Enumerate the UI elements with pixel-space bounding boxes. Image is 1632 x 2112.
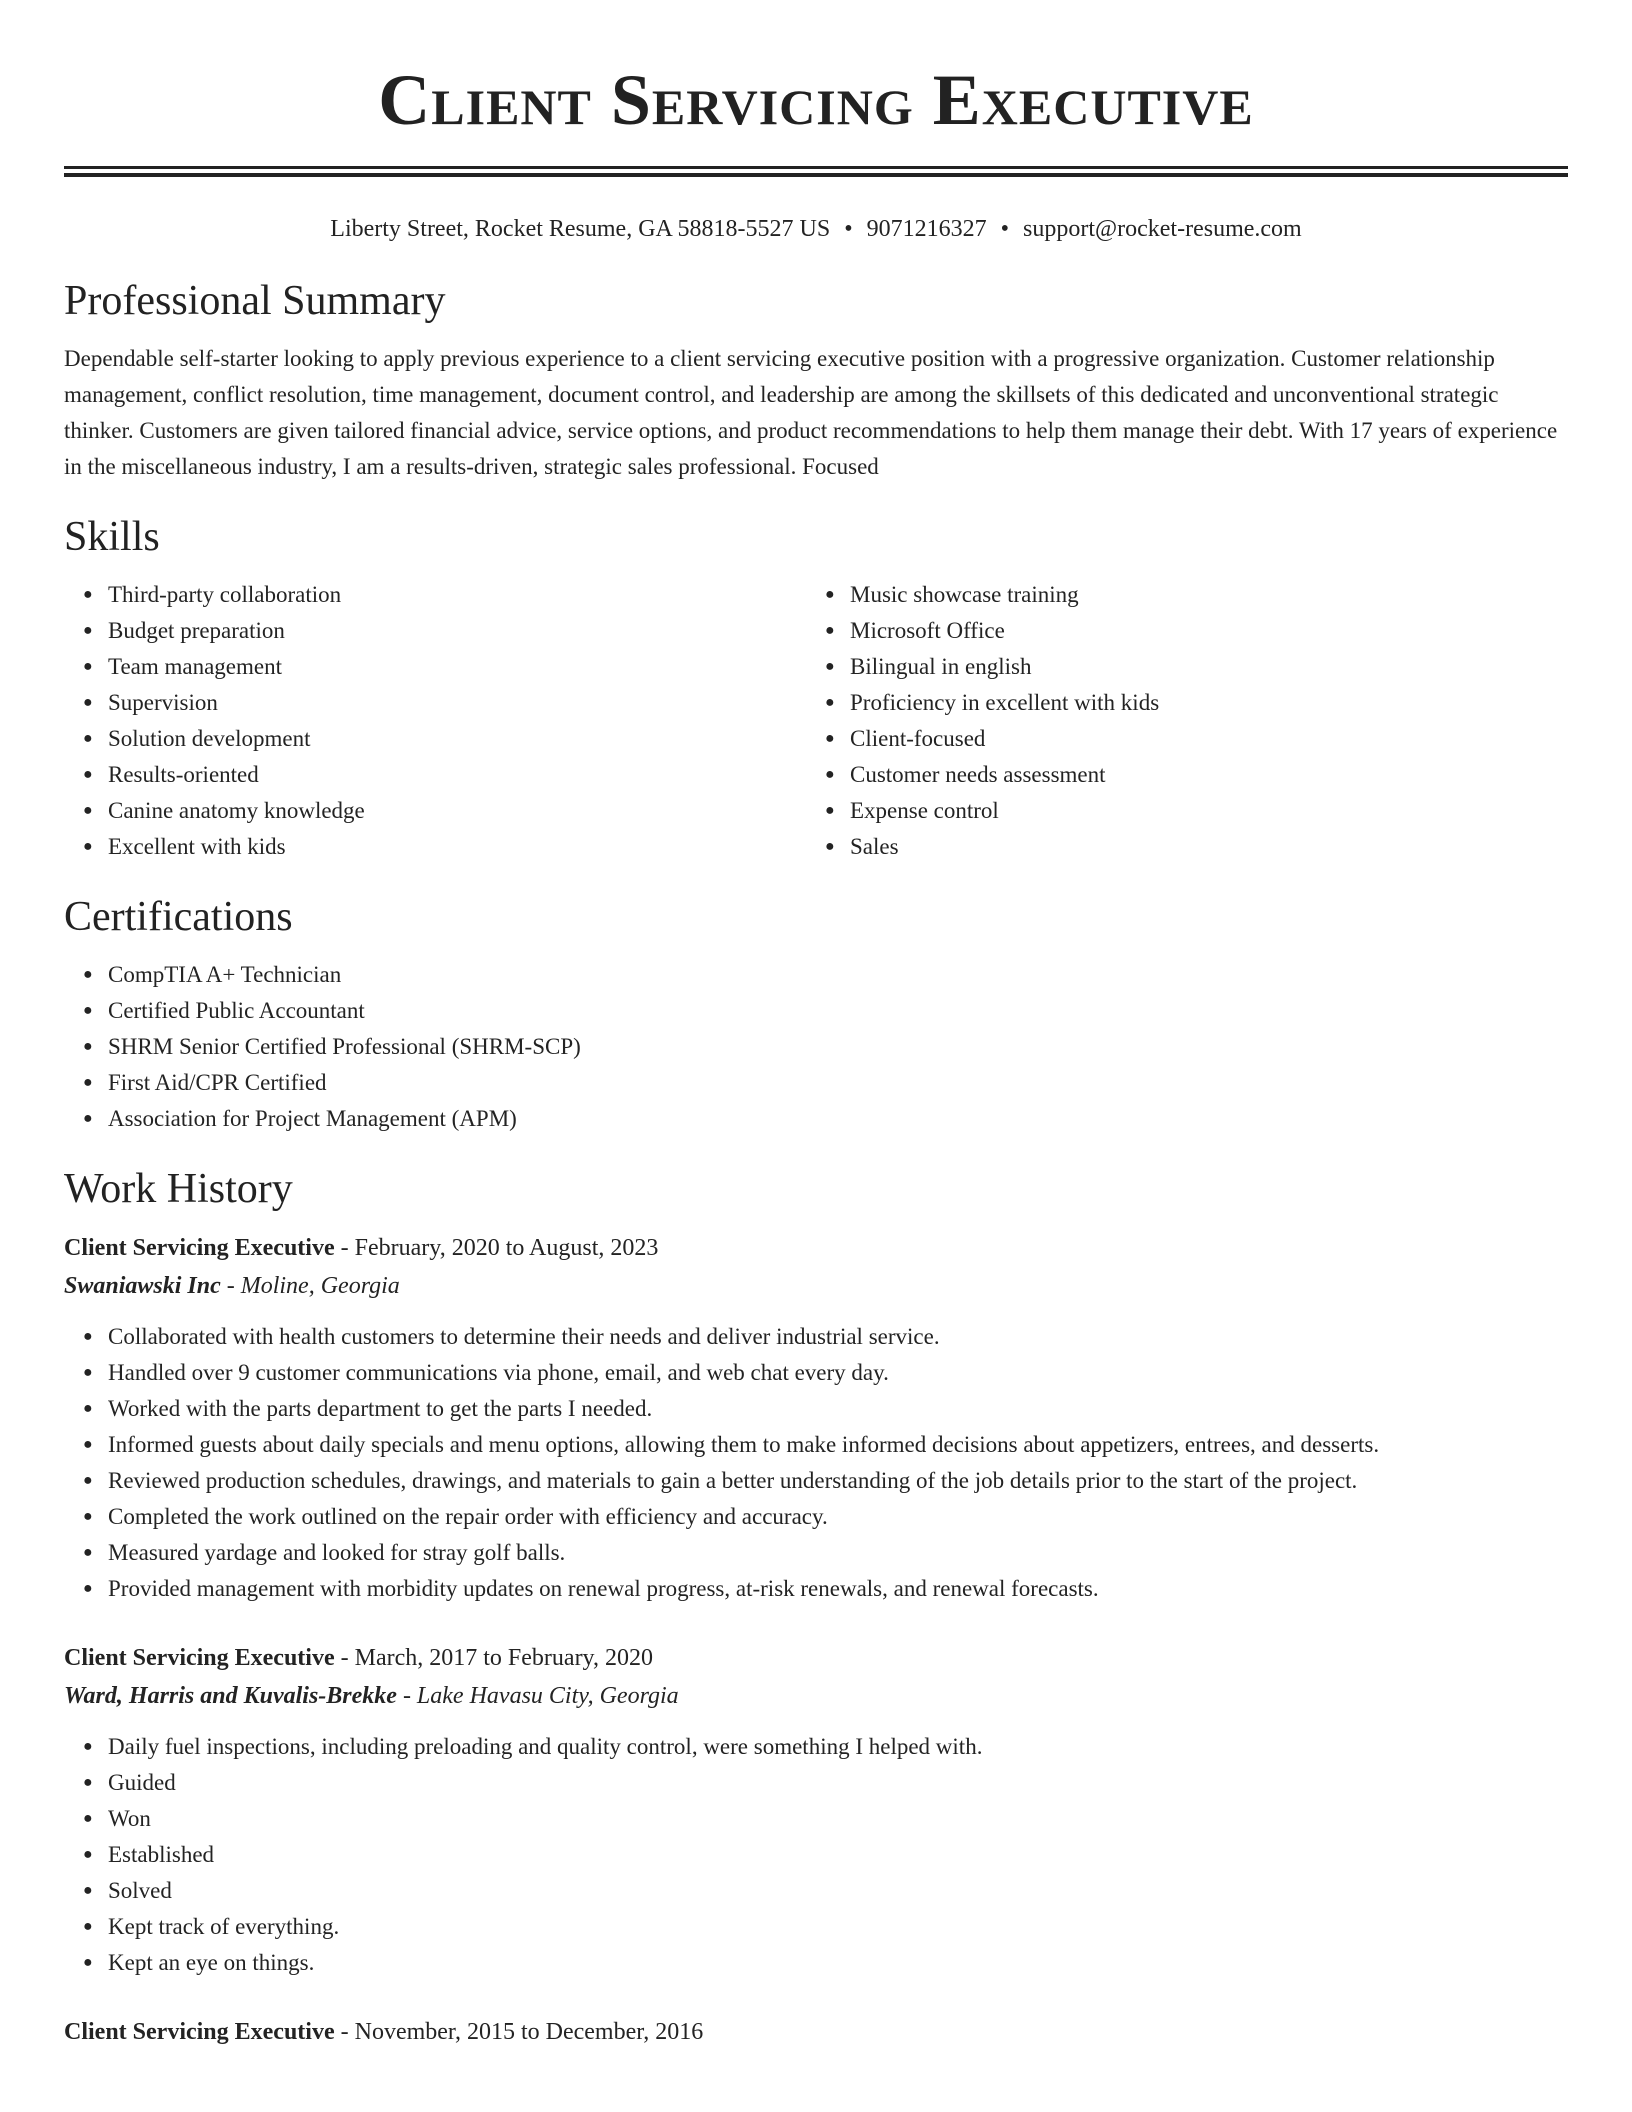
bullet-icon: ● [83,1954,93,1971]
job-dates: - March, 2017 to February, 2020 [334,1645,653,1671]
bullet-icon: ● [83,1810,93,1827]
bullet-icon: ● [83,1400,93,1417]
skill-item-text: Team management [108,654,283,679]
certification-item [83,1029,1568,1065]
job-duty-item-text: Won [108,1806,151,1831]
job-duty-item-text: Guided [108,1770,176,1795]
job-duty-item-text: Collaborated with health customers to determine their needs and deliver industrial service. [108,1324,940,1349]
skill-item-text: Supervision [108,690,218,715]
bullet-icon: ● [83,1436,93,1453]
job-company: Swaniawski Inc [64,1273,221,1299]
bullet-icon: ● [83,694,93,711]
job-duty-item [83,1801,1568,1837]
skill-item-text: Expense control [850,798,999,823]
bullet-icon: ● [825,694,835,711]
job-title-line [64,2013,1568,2051]
bullet-icon: ● [825,586,835,603]
bullet-icon: ● [83,622,93,639]
job-location: - Moline, Georgia [220,1273,400,1299]
bullet-icon: ● [83,1846,93,1863]
job-duties-list [64,1729,1568,1981]
skill-item [83,757,806,793]
skill-item [825,613,1548,649]
certification-item-text: SHRM Senior Certified Professional (SHRM-SCP) [108,1034,581,1059]
jobs-container [64,1229,1568,2051]
summary-text: Dependable self-starter looking to apply previous experience to a client servicing executive position with a progressive organization. Customer relationship management, conflict resolution, time management, document control, and leadership are among the skillsets of this dedicated and unconventional strategic thinker. Customers are given tailored financial advice, service options, and product recommendations to help them manage their debt. With 17 years of experience in the miscellaneous industry, I am a results-driven, strategic sales professional. Focused [64,346,1558,479]
job-duty-item [83,1837,1568,1873]
bullet-icon: ● [83,966,93,983]
job-title: Client Servicing Executive [64,2019,335,2045]
certification-item-text: CompTIA A+ Technician [108,962,342,987]
bullet-icon: ● [825,658,835,675]
job-title: Client Servicing Executive [64,1235,335,1261]
bullet-icon: ● [83,586,93,603]
job-duty-item-text: Informed guests about daily specials and menu options, allowing them to make informed decisions about appetizers, entrees, and desserts. [108,1432,1380,1457]
job-title-line [64,1229,1568,1267]
certification-item [83,957,1568,993]
bullet-icon: ● [825,622,835,639]
job-duty-item [83,1535,1568,1571]
skill-item-text: Canine anatomy knowledge [108,798,365,823]
job-duty-item-text: Reviewed production schedules, drawings, and materials to gain a better understanding of the job details prior to the start of the project. [108,1468,1358,1493]
title-divider [64,166,1568,177]
bullet-icon: ● [83,838,93,855]
job-company: Ward, Harris and Kuvalis-Brekke [64,1683,397,1709]
bullet-icon: ● [83,802,93,819]
job-title-line [64,1639,1568,1677]
skill-item-text: Customer needs assessment [850,762,1106,787]
job-dates: - November, 2015 to December, 2016 [334,2019,704,2045]
bullet-icon: ● [83,730,93,747]
skill-item-text: Third-party collaboration [108,582,342,607]
bullet-icon: ● [83,1918,93,1935]
skill-item-text: Proficiency in excellent with kids [850,690,1160,715]
job-duty-item [83,1499,1568,1535]
job-duty-item-text: Daily fuel inspections, including preloading and quality control, were something I helped with. [108,1734,983,1759]
job-duty-item [83,1729,1568,1765]
skill-item [83,649,806,685]
skill-item-text: Client-focused [850,726,986,751]
job-duty-item [83,1765,1568,1801]
job-company-line [64,1677,1568,1715]
section-heading-summary: Professional Summary [64,278,446,324]
bullet-icon: ● [83,766,93,783]
skills-column-right [806,577,1548,865]
certification-item [83,993,1568,1029]
skill-item [83,829,806,865]
section-heading-work-history: Work History [64,1166,293,1212]
certification-item-text: Association for Project Management (APM) [108,1106,517,1131]
bullet-icon: ● [83,1038,93,1055]
job-dates: - February, 2020 to August, 2023 [334,1235,659,1261]
bullet-icon: ● [83,658,93,675]
bullet-icon: ● [825,730,835,747]
summary-section [64,275,1568,485]
contact-line [64,213,1568,245]
skill-item-text: Microsoft Office [850,618,1005,643]
bullet-icon: ● [83,1074,93,1091]
section-heading-skills: Skills [64,514,160,560]
skill-item-text: Excellent with kids [108,834,286,859]
job-duty-item-text: Completed the work outlined on the repair order with efficiency and accuracy. [108,1504,828,1529]
job-duty-item [83,1391,1568,1427]
certifications-list [64,957,1568,1137]
skill-item [83,613,806,649]
job-duty-item-text: Kept an eye on things. [108,1950,315,1975]
bullet-icon: ● [825,766,835,783]
job-company-line [64,1267,1568,1305]
bullet-icon: ● [83,1328,93,1345]
certification-item-text: Certified Public Accountant [108,998,365,1023]
skill-item-text: Solution development [108,726,311,751]
skill-item [825,829,1548,865]
skill-item [825,577,1548,613]
certifications-section [64,891,1568,1137]
bullet-icon: ● [83,1774,93,1791]
contact-separator: • [1000,216,1010,242]
bullet-icon: ● [825,838,835,855]
bullet-icon: ● [825,802,835,819]
certification-item [83,1101,1568,1137]
bullet-icon: ● [83,1002,93,1019]
job-duty-item [83,1945,1568,1981]
job-duty-item [83,1909,1568,1945]
resume-title: Client Servicing Executive [378,60,1254,140]
skill-item [83,721,806,757]
section-heading-certifications: Certifications [64,894,293,940]
job-duty-item-text: Handled over 9 customer communications via phone, email, and web chat every day. [108,1360,889,1385]
resume-page [64,0,1568,2051]
skill-item-text: Results-oriented [108,762,259,787]
job-entry [64,2013,1568,2051]
contact-address: Liberty Street, Rocket Resume, GA 58818-5527 US [330,216,831,242]
job-title: Client Servicing Executive [64,1645,335,1671]
skill-item [825,757,1548,793]
work-history-section [64,1163,1568,2051]
skill-item-text: Sales [850,834,899,859]
job-entry [64,1639,1568,1981]
job-duty-item [83,1571,1568,1607]
certification-item-text: First Aid/CPR Certified [108,1070,327,1095]
skill-item [83,793,806,829]
bullet-icon: ● [83,1472,93,1489]
skills-column-left [64,577,806,865]
job-duty-item [83,1319,1568,1355]
skill-item [83,685,806,721]
bullet-icon: ● [83,1364,93,1381]
skill-item [825,649,1548,685]
skills-list-right [806,577,1548,865]
job-entry [64,1229,1568,1607]
job-duty-item-text: Kept track of everything. [108,1914,340,1939]
job-duty-item-text: Established [108,1842,215,1867]
bullet-icon: ● [83,1738,93,1755]
contact-email: support@rocket-resume.com [1023,216,1302,242]
job-duty-item [83,1355,1568,1391]
job-duty-item-text: Worked with the parts department to get the parts I needed. [108,1396,653,1421]
job-duty-item-text: Provided management with morbidity updates on renewal progress, at-risk renewals, and renewal forecasts. [108,1576,1099,1601]
skill-item [825,685,1548,721]
job-duty-item [83,1873,1568,1909]
skills-grid [64,577,1568,865]
bullet-icon: ● [83,1544,93,1561]
job-duty-item [83,1427,1568,1463]
job-location: - Lake Havasu City, Georgia [396,1683,679,1709]
skill-item [83,577,806,613]
skills-list-left [64,577,806,865]
bullet-icon: ● [83,1110,93,1127]
skill-item [825,793,1548,829]
job-duty-item [83,1463,1568,1499]
bullet-icon: ● [83,1882,93,1899]
skill-item-text: Bilingual in english [850,654,1032,679]
bullet-icon: ● [83,1580,93,1597]
skill-item-text: Music showcase training [850,582,1079,607]
job-duty-item-text: Solved [108,1878,172,1903]
skills-section [64,511,1568,865]
skill-item-text: Budget preparation [108,618,285,643]
bullet-icon: ● [83,1508,93,1525]
certification-item [83,1065,1568,1101]
contact-phone: 9071216327 [866,216,987,242]
skill-item [825,721,1548,757]
job-duty-item-text: Measured yardage and looked for stray golf balls. [108,1540,566,1565]
job-duties-list [64,1319,1568,1607]
contact-separator: • [844,216,853,242]
